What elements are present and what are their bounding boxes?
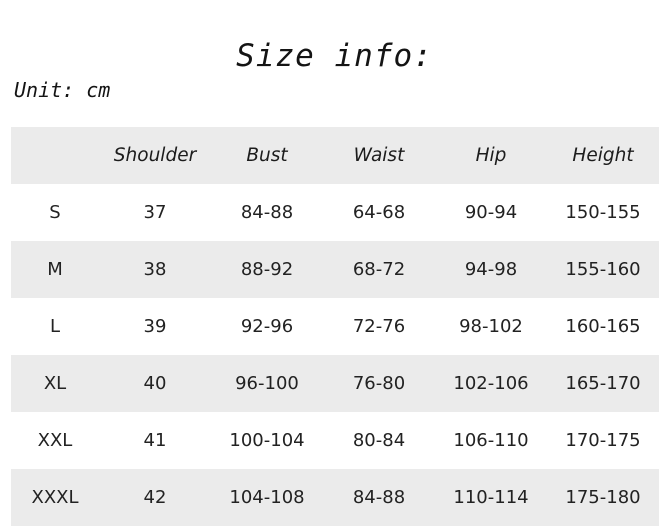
cell-waist: 76-80	[352, 373, 406, 394]
cell-waist: 84-88	[352, 487, 406, 508]
cell-bust: 100-104	[229, 430, 305, 451]
cell-size: M	[47, 259, 63, 280]
cell-bust: 92-96	[240, 316, 294, 337]
cell-shoulder: 42	[143, 487, 167, 508]
cell-bust: 88-92	[240, 259, 294, 280]
cell-hip: 106-110	[453, 430, 529, 451]
cell-hip: 98-102	[459, 316, 523, 337]
table-row	[11, 241, 659, 298]
cell-hip: 90-94	[464, 202, 518, 223]
size-table	[11, 127, 659, 526]
cell-waist: 68-72	[352, 259, 406, 280]
cell-height: 155-160	[565, 259, 641, 280]
cell-height: 150-155	[565, 202, 641, 223]
page-title: Size info:	[236, 38, 433, 74]
table-row	[11, 412, 659, 469]
cell-hip: 102-106	[453, 373, 529, 394]
cell-height: 165-170	[565, 373, 641, 394]
cell-size: XXL	[37, 430, 73, 451]
cell-shoulder: 41	[143, 430, 167, 451]
cell-bust: 96-100	[235, 373, 299, 394]
cell-shoulder: 38	[143, 259, 167, 280]
table-header-row	[11, 127, 659, 184]
cell-bust: 84-88	[240, 202, 294, 223]
cell-waist: 80-84	[352, 430, 406, 451]
column-header-waist: Waist	[353, 145, 405, 166]
table-row	[11, 469, 659, 526]
cell-hip: 94-98	[464, 259, 518, 280]
cell-height: 170-175	[565, 430, 641, 451]
cell-size: XL	[43, 373, 67, 394]
cell-size: XXXL	[31, 487, 79, 508]
cell-shoulder: 37	[143, 202, 167, 223]
cell-size: L	[49, 316, 61, 337]
cell-waist: 64-68	[352, 202, 406, 223]
table-header	[11, 127, 659, 184]
table-row	[11, 355, 659, 412]
cell-size: S	[49, 202, 61, 223]
column-header-height: Height	[572, 145, 634, 166]
table-row	[11, 184, 659, 241]
cell-waist: 72-76	[352, 316, 406, 337]
cell-shoulder: 39	[143, 316, 167, 337]
table-row	[11, 298, 659, 355]
cell-height: 175-180	[565, 487, 641, 508]
column-header-bust: Bust	[246, 145, 288, 166]
column-header-size	[11, 127, 99, 184]
cell-hip: 110-114	[453, 487, 529, 508]
size-table-container	[11, 127, 659, 526]
unit-label: Unit: cm	[14, 78, 111, 102]
cell-height: 160-165	[565, 316, 641, 337]
table-body	[11, 184, 659, 526]
column-header-shoulder: Shoulder	[113, 145, 197, 166]
cell-bust: 104-108	[229, 487, 305, 508]
column-header-hip: Hip	[475, 145, 507, 166]
cell-shoulder: 40	[143, 373, 167, 394]
